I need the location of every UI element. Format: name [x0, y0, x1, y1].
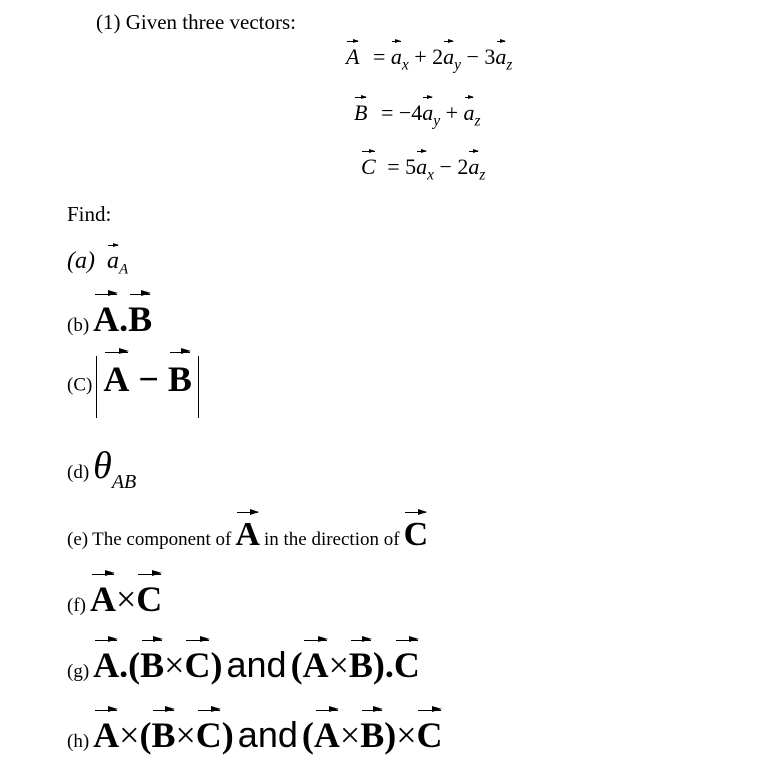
item-f-label: (f) — [67, 595, 86, 616]
item-h: (h) A×(B×C) and (A×B)×C — [67, 714, 443, 755]
item-g-and: and — [226, 644, 287, 685]
item-e-text2: in the direction of — [263, 529, 400, 550]
item-g-label: (g) — [67, 661, 90, 682]
find-label: Find: — [67, 202, 112, 226]
item-f: (f) A×C — [67, 579, 163, 619]
item-h-and: and — [237, 714, 298, 755]
item-d: (d) θAB — [67, 445, 137, 493]
item-b: (b) A.B — [67, 299, 153, 339]
item-g: (g) A.(B×C) and (A×B).C — [67, 644, 420, 685]
item-a-label: (a) — [67, 248, 95, 274]
expression-text-alt — [0, 0, 1, 1]
item-h-label: (h) — [67, 731, 90, 752]
vector-a-symbol: A — [346, 44, 360, 69]
equation-a: $A = a_x + 2a_y - 3a_z$ — [346, 44, 513, 74]
equation-b: $B = -4a_y + a_z$ — [354, 100, 481, 130]
vector-c-symbol: C — [361, 154, 376, 179]
item-c — [67, 356, 199, 418]
item-a: (a) $a_A$ — [67, 248, 129, 278]
magnitude-expression: A − B — [96, 356, 199, 418]
item-c-label: (C) — [67, 374, 93, 396]
item-b-label: (b) — [67, 315, 90, 336]
vector-b-symbol: B — [354, 100, 368, 125]
item-e: (e) The component of A in the direction of C — [67, 516, 429, 553]
item-d-label: (d) — [67, 462, 90, 483]
equation-c: $C = 5a_x - 2a_z$ — [361, 154, 486, 184]
theta-symbol: θ — [93, 445, 112, 487]
intro-text: (1) Given three vectors: — [96, 10, 297, 34]
item-e-text1: The component of — [92, 529, 232, 550]
item-e-label: (e) — [67, 529, 89, 550]
